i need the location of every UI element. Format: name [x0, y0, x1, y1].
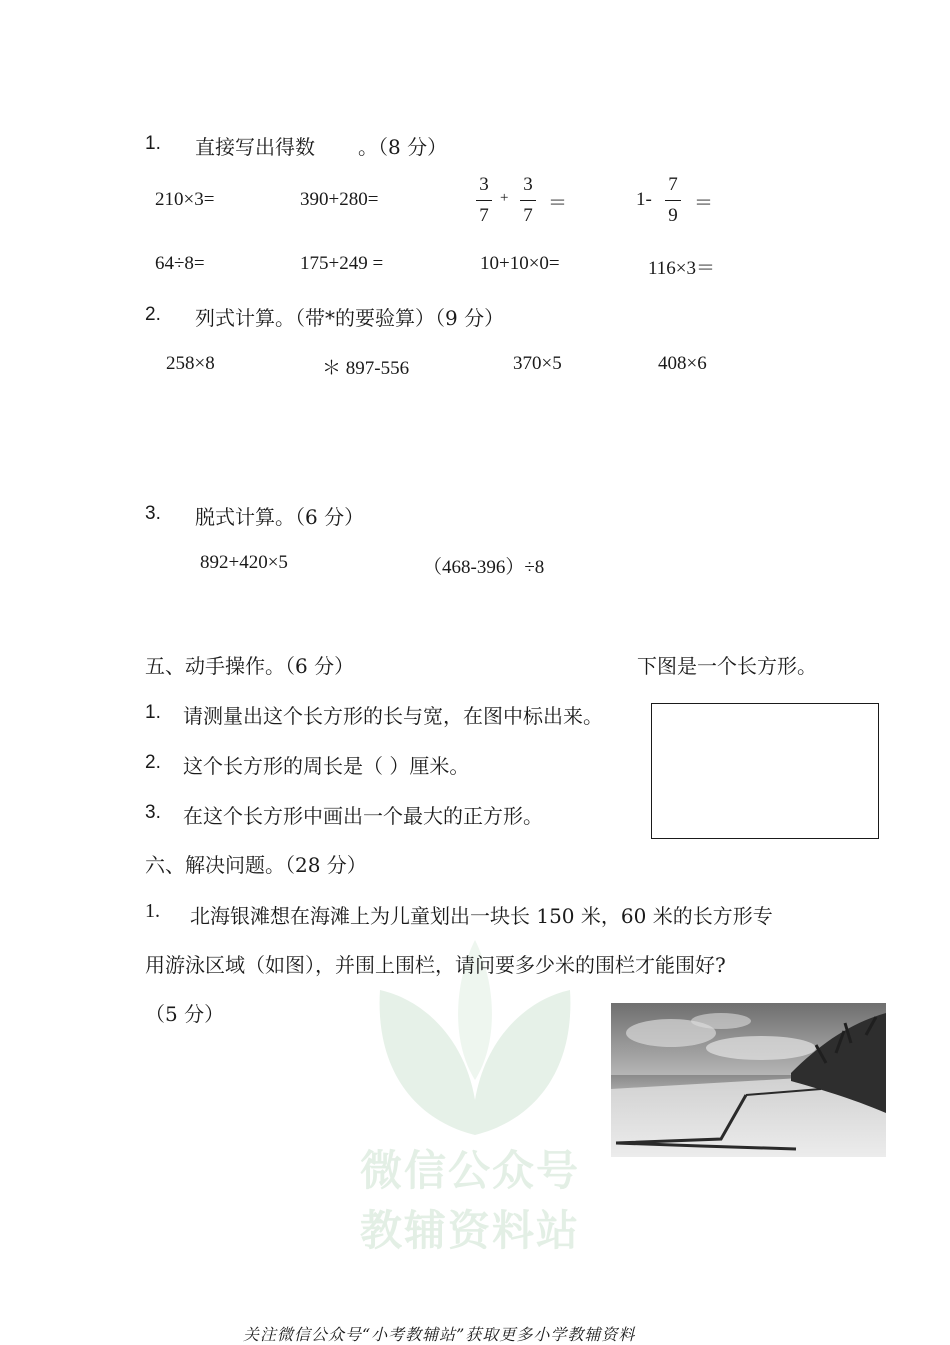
s5-item-2-number: 2. — [145, 752, 161, 773]
beach-photo — [611, 1003, 886, 1157]
fraction-denominator: 9 — [668, 205, 678, 226]
s6-q1-points: （5 分） — [145, 1002, 225, 1026]
equals-sign: ＝ — [548, 193, 568, 214]
fraction-numerator: 7 — [668, 174, 678, 195]
q1-fraction-1 — [476, 174, 492, 227]
plus-sign: + — [500, 190, 509, 206]
equals-sign: ＝ — [694, 193, 714, 214]
figure-caption: 下图是一个长方形。 — [637, 654, 817, 678]
q3-item-1: 892+420×5 — [200, 552, 288, 573]
q1-expr-1: 210×3= — [155, 189, 215, 210]
rectangle-figure — [651, 703, 879, 839]
fraction-denominator: 7 — [479, 205, 489, 226]
s6-q1-number: 1. — [145, 900, 160, 922]
q3-item-2: （468-396）÷8 — [423, 557, 545, 578]
fraction-numerator: 3 — [479, 174, 489, 195]
one-minus: 1- — [636, 189, 652, 210]
q2-item-4: 408×6 — [658, 353, 707, 374]
s5-item-1-text: 请测量出这个长方形的长与宽，在图中标出来。 — [183, 704, 603, 728]
q1-title: 直接写出得数 — [195, 135, 315, 159]
section-6-title: 六、解决问题。（28 分） — [145, 853, 367, 877]
s5-item-3-text: 在这个长方形中画出一个最大的正方形。 — [183, 804, 543, 828]
section-5-title: 五、动手操作。（6 分） — [145, 654, 355, 678]
q1-expr-6: 175+249 = — [300, 253, 384, 274]
footer-note: 关注微信公众号“小考教辅站”获取更多小学教辅资料 — [243, 1325, 636, 1344]
q3-title: 脱式计算。（6 分） — [195, 505, 365, 529]
beach-image-icon — [611, 1003, 886, 1157]
q2-item-1: 258×8 — [166, 353, 215, 374]
s5-item-3-number: 3. — [145, 802, 161, 823]
fraction-denominator: 7 — [523, 205, 533, 226]
s6-q1-line-1: 北海银滩想在海滩上为儿童划出一块长 150 米，60 米的长方形专 — [190, 904, 773, 928]
fraction-numerator: 3 — [523, 174, 533, 195]
q1-expr-8: 116×3＝ — [648, 258, 716, 279]
q1-points: 。（8 分） — [358, 135, 448, 159]
q2-number: 2. — [145, 304, 161, 325]
q1-expr-5: 64÷8= — [155, 253, 205, 274]
q3-number: 3. — [145, 503, 161, 524]
q2-item-3: 370×5 — [513, 353, 562, 374]
q1-fraction-3 — [665, 174, 681, 227]
q1-number: 1. — [145, 133, 161, 154]
q2-title: 列式计算。（带*的要验算）（9 分） — [195, 306, 505, 330]
watermark-line-1: 微信公众号 — [360, 1146, 581, 1195]
watermark-line-2: 教辅资料站 — [360, 1206, 581, 1255]
q1-expr-7: 10+10×0= — [480, 253, 560, 274]
q2-item-2: ＊ 897-556 — [322, 358, 410, 379]
q1-fraction-2 — [520, 174, 536, 227]
s5-item-1-number: 1. — [145, 702, 161, 723]
s5-item-2-text: 这个长方形的周长是（ ）厘米。 — [183, 754, 470, 778]
s6-q1-line-2: 用游泳区域（如图），并围上围栏，请问要多少米的围栏才能围好? — [145, 953, 726, 977]
q1-expr-2: 390+280= — [300, 189, 379, 210]
